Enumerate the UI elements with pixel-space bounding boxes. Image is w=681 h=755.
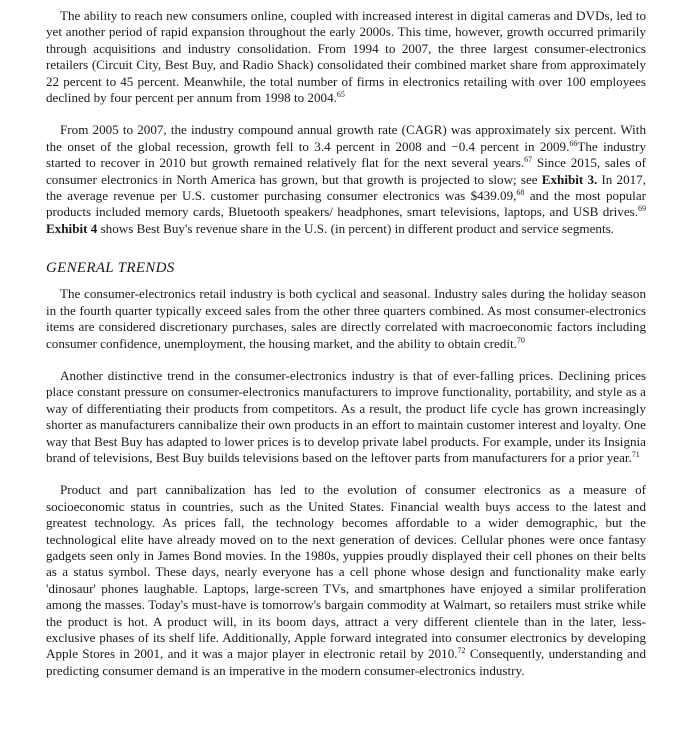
- footnote-ref: 71: [631, 449, 640, 459]
- exhibit-reference: Exhibit 3.: [541, 171, 598, 187]
- paragraph-growth-rate: [46, 122, 646, 237]
- paragraph-text: The ability to reach new consumers online, coupled with increased interest in digital cameras and DVDs, led to yet another period of rapid expansion throughout the early 2000s. This time, however, growth occurred primarily through acquisitions and industry consolidation. From 1994 to 2007, the three largest consumer-electronics retailers (Circuit City, Best Buy, and Radio Shack) consolidated their combined market share from approximately 22 percent to 45 percent. Meanwhile, the total number of firms in electronics retailing with over 100 employees declined by four percent per annum from 1998 to 2004.: [46, 8, 646, 106]
- paragraph-text: shows Best Buy's revenue share in the U.S. (in percent) in different product and service segments.: [97, 220, 614, 236]
- paragraph-text: Another distinctive trend in the consumer-electronics industry is that of ever-falling prices. Declining prices place constant pressure on consumer-electronics manufacturers to improve functionality, portability, and style as a way of differentiating their products from competitors. As a result, the product life cycle has grown increasingly shorter as manufacturers cannibalize their own products in an effort to maintain customer interest and loyalty. One way that Best Buy has adapted to lower prices is to develop private label products. For example, under its Insignia brand of televisions, Best Buy builds televisions based on the leftover parts from manufacturers for a prior year.: [46, 367, 646, 465]
- footnote-ref: 68: [516, 188, 525, 198]
- footnote-ref: 72: [457, 646, 466, 656]
- footnote-ref: 69: [638, 204, 646, 214]
- paragraph-cannibalization: [46, 482, 646, 679]
- paragraph-text: In 2017, the average revenue per U.S. customer purchasing consumer electronics was $439.09,: [46, 171, 646, 204]
- paragraph-text: Consequently, understanding and predicting consumer demand is an imperative in the modern consumer-electronics industry.: [46, 646, 646, 678]
- paragraph-text: The consumer-electronics retail industry is both cyclical and seasonal. Industry sales during the holiday season in the fourth quarter typically exceed sales from the other three quarters combined. As most consumer-electronics items are considered discretionary purchases, sales are directly correlated with macroeconomic factors including consumer confidence, unemployment, the housing market, and the ability to obtain credit.: [46, 286, 646, 351]
- paragraph-text: Since 2015, sales of consumer electronics in North America has grown, but that growth is projected to slow; see: [46, 155, 646, 187]
- paragraph-expansion: [46, 8, 646, 106]
- paragraph-text: The industry started to recover in 2010 but growth remained relatively flat for the next several years.: [46, 138, 646, 171]
- paragraph-falling-prices: [46, 368, 646, 466]
- paragraph-text: Product and part cannibalization has led to the evolution of consumer electronics as a measure of socioeconomic status in countries, such as the United States. Financial wealth buys access to the latest and greatest technology. As prices fall, the technology becomes affordable to a wider demographic, but the technological elite have already moved on to the next generation of devices. Cellular phones were once fantasy gadgets seen only in James Bond movies. In the 1980s, yuppies proudly displayed their cell phones on their belts as a status symbol. These days, nearly everyone has a cell phone whose design and functionality make early 'dinosaur' phones laughable. Laptops, large-screen TVs, and smartphones have enjoyed a similar proliferation among the masses. Today's must-have is tomorrow's bargain commodity at Walmart, so retailers must strike while the product is hot. A product will, in its boom days, attract a very different clientele than in the later, less-exclusive phases of its shelf life. Additionally, Apple forward integrated into consumer electronics by developing Apple Stores in 2001, and it was a major player in electronic retail by 2010.: [46, 482, 646, 662]
- footnote-ref: 65: [336, 90, 345, 100]
- paragraph-text: and the most popular products included memory cards, Bluetooth speakers/ headphones, smart televisions, laptops, and USB drives.: [46, 188, 646, 220]
- exhibit-reference: Exhibit 4: [46, 220, 98, 236]
- paragraph-cyclical: [46, 286, 646, 352]
- section-heading: GENERAL TRENDS: [46, 260, 175, 277]
- footnote-ref: 70: [516, 335, 525, 345]
- document-page: [46, 8, 646, 695]
- footnote-ref: 67: [524, 155, 533, 165]
- footnote-ref: 66: [569, 138, 578, 148]
- paragraph-text: From 2005 to 2007, the industry compound annual growth rate (CAGR) was approximately six percent. With the onset of the global recession, growth fell to 3.4 percent in 2008 and −0.4 percent in 2009.: [46, 122, 646, 154]
